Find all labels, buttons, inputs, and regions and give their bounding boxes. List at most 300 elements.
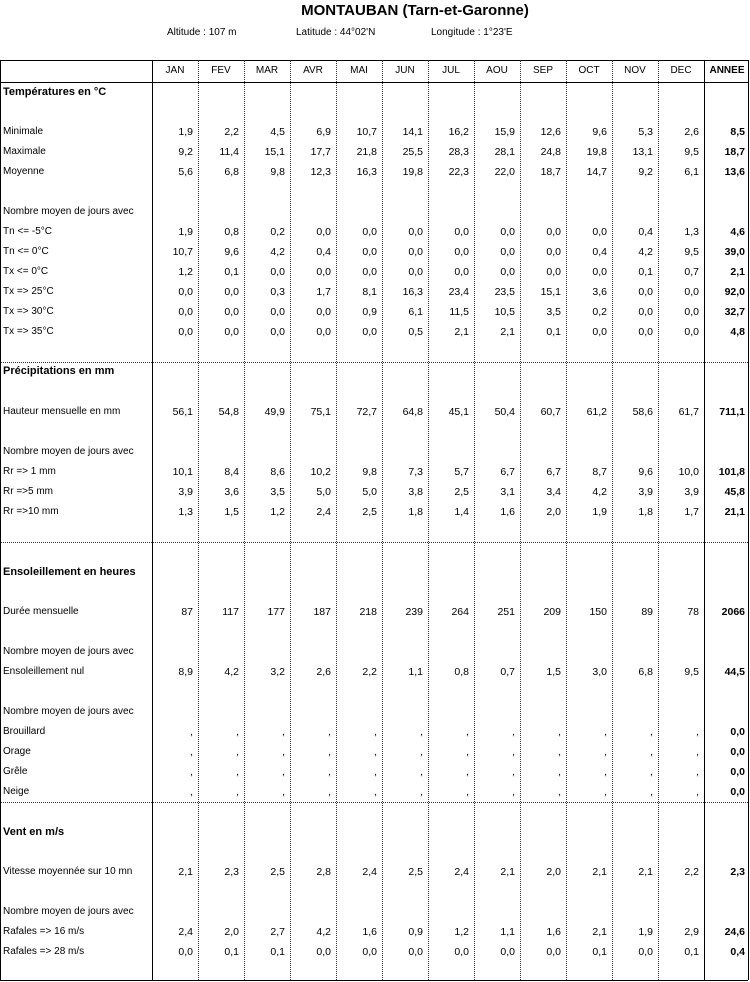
table-cell: 3,5 — [546, 306, 561, 318]
table-cell: 5,0 — [362, 486, 377, 498]
table-cell: 1,6 — [546, 926, 561, 938]
table-cell: 0,0 — [270, 326, 285, 338]
table-cell: 209 — [543, 606, 561, 618]
column-divider — [290, 60, 291, 980]
table-cell: 0,0 — [500, 946, 515, 958]
table-cell: 0,1 — [546, 326, 561, 338]
table-cell: 1,6 — [500, 506, 515, 518]
row-label: Rr => 1 mm — [3, 466, 56, 477]
table-cell: , — [466, 726, 469, 738]
table-cell: 0,0 — [546, 266, 561, 278]
table-cell: 1,2 — [178, 266, 193, 278]
table-cell: 2,6 — [684, 126, 699, 138]
longitude-label: Longitude : 1°23'E — [431, 27, 513, 38]
table-cell: 45,8 — [724, 486, 745, 498]
table-cell: 0,0 — [224, 286, 239, 298]
table-cell: 1,4 — [454, 506, 469, 518]
table-cell: 0,1 — [224, 946, 239, 958]
table-cell: 2066 — [721, 606, 745, 618]
table-cell: 0,4 — [592, 246, 607, 258]
table-cell: 9,5 — [684, 246, 699, 258]
table-cell: 2,1 — [730, 266, 745, 278]
table-cell: 50,4 — [494, 406, 515, 418]
table-cell: 0,0 — [638, 306, 653, 318]
table-cell: 54,8 — [218, 406, 239, 418]
table-cell: 3,8 — [408, 486, 423, 498]
table-cell: 1,6 — [362, 926, 377, 938]
column-header-avr: AVR — [303, 65, 323, 76]
row-label: Nombre moyen de jours avec — [3, 706, 134, 717]
table-cell: 0,4 — [730, 946, 745, 958]
table-cell: 0,0 — [730, 786, 745, 798]
table-cell: 0,0 — [454, 246, 469, 258]
table-cell: 58,6 — [632, 406, 653, 418]
table-cell: 8,6 — [270, 466, 285, 478]
table-cell: 2,2 — [224, 126, 239, 138]
table-cell: 0,5 — [408, 326, 423, 338]
table-cell: 2,5 — [362, 506, 377, 518]
section-title: Ensoleillement en heures — [3, 566, 136, 578]
table-cell: , — [558, 766, 561, 778]
column-divider — [612, 60, 613, 980]
table-cell: 9,8 — [270, 166, 285, 178]
table-cell: 2,0 — [546, 506, 561, 518]
row-label: Nombre moyen de jours avec — [3, 646, 134, 657]
column-header-dec: DEC — [670, 65, 692, 76]
table-cell: , — [604, 746, 607, 758]
table-cell: 2,7 — [270, 926, 285, 938]
table-cell: 5,7 — [454, 466, 469, 478]
table-cell: 10,7 — [172, 246, 193, 258]
table-cell: , — [420, 786, 423, 798]
table-cell: 28,1 — [494, 146, 515, 158]
table-cell: 0,0 — [592, 226, 607, 238]
table-cell: 2,1 — [592, 866, 607, 878]
table-cell: 1,7 — [316, 286, 331, 298]
table-cell: 8,1 — [362, 286, 377, 298]
table-cell: , — [190, 766, 193, 778]
table-cell: 2,5 — [270, 866, 285, 878]
column-header-jul: JUL — [442, 65, 460, 76]
table-cell: 1,1 — [408, 666, 423, 678]
table-cell: 9,6 — [224, 246, 239, 258]
row-label: Durée mensuelle — [3, 606, 79, 617]
table-cell: , — [650, 786, 653, 798]
row-label: Neige — [3, 786, 30, 797]
table-cell: 9,6 — [638, 466, 653, 478]
table-cell: 16,2 — [448, 126, 469, 138]
table-bottom-border — [0, 980, 748, 981]
table-cell: 4,2 — [592, 486, 607, 498]
row-label: Vitesse moyennée sur 10 mn — [3, 866, 133, 877]
table-cell: 2,4 — [362, 866, 377, 878]
table-cell: 2,1 — [454, 326, 469, 338]
row-label: Orage — [3, 746, 31, 757]
table-cell: 2,4 — [316, 506, 331, 518]
table-cell: 23,5 — [494, 286, 515, 298]
table-cell: 5,0 — [316, 486, 331, 498]
table-cell: 2,1 — [500, 326, 515, 338]
table-cell: 10,7 — [356, 126, 377, 138]
table-cell: , — [374, 786, 377, 798]
table-cell: 0,0 — [408, 266, 423, 278]
column-header-aou: AOU — [486, 65, 508, 76]
table-cell: 45,1 — [448, 406, 469, 418]
table-cell: 15,1 — [264, 146, 285, 158]
row-label: Tx => 35°C — [3, 326, 54, 337]
table-cell: 0,0 — [362, 946, 377, 958]
table-cell: 9,8 — [362, 466, 377, 478]
table-cell: 0,0 — [362, 326, 377, 338]
table-cell: 16,3 — [402, 286, 423, 298]
column-header-sep: SEP — [532, 65, 553, 76]
table-cell: 13,6 — [724, 166, 745, 178]
table-cell: 2,3 — [224, 866, 239, 878]
table-cell: 0,0 — [270, 306, 285, 318]
table-cell: , — [282, 746, 285, 758]
table-cell: 0,0 — [730, 726, 745, 738]
table-cell: 0,3 — [270, 286, 285, 298]
table-cell: 0,0 — [408, 946, 423, 958]
table-cell: 0,0 — [638, 326, 653, 338]
section-separator — [0, 362, 748, 363]
table-cell: 44,5 — [724, 666, 745, 678]
table-cell: 0,0 — [730, 766, 745, 778]
column-header-nov: NOV — [624, 65, 646, 76]
table-cell: , — [558, 726, 561, 738]
table-cell: , — [696, 786, 699, 798]
row-label: Tx => 30°C — [3, 306, 54, 317]
table-cell: 2,6 — [316, 666, 331, 678]
column-divider — [336, 60, 337, 980]
row-label: Tn <= 0°C — [3, 246, 49, 257]
table-cell: 0,0 — [546, 246, 561, 258]
column-divider — [658, 60, 659, 980]
table-cell: 0,0 — [684, 306, 699, 318]
table-cell: 3,6 — [592, 286, 607, 298]
table-cell: 711,1 — [719, 406, 745, 418]
table-cell: 9,5 — [684, 146, 699, 158]
table-cell: 0,0 — [362, 246, 377, 258]
table-cell: 2,3 — [730, 866, 745, 878]
table-cell: 7,3 — [408, 466, 423, 478]
table-cell: , — [466, 766, 469, 778]
column-divider — [152, 60, 153, 980]
table-cell: 2,4 — [454, 866, 469, 878]
table-cell: 32,7 — [724, 306, 745, 318]
table-cell: 0,9 — [362, 306, 377, 318]
table-cell: 1,9 — [178, 226, 193, 238]
table-cell: , — [190, 746, 193, 758]
table-cell: , — [466, 786, 469, 798]
table-cell: , — [236, 766, 239, 778]
table-cell: 0,0 — [178, 326, 193, 338]
table-cell: 1,2 — [454, 926, 469, 938]
table-cell: , — [696, 726, 699, 738]
table-cell: 8,7 — [592, 466, 607, 478]
table-cell: 6,1 — [684, 166, 699, 178]
table-cell: 0,0 — [546, 946, 561, 958]
table-cell: 3,6 — [224, 486, 239, 498]
table-cell: 0,0 — [178, 946, 193, 958]
table-cell: , — [190, 726, 193, 738]
table-cell: 6,7 — [546, 466, 561, 478]
row-label: Hauteur mensuelle en mm — [3, 406, 121, 417]
table-cell: 23,4 — [448, 286, 469, 298]
table-cell: 4,2 — [316, 926, 331, 938]
table-cell: 0,1 — [270, 946, 285, 958]
table-cell: 1,8 — [638, 506, 653, 518]
table-cell: 0,9 — [408, 926, 423, 938]
table-cell: 0,8 — [224, 226, 239, 238]
row-label: Moyenne — [3, 166, 45, 177]
table-cell: 4,2 — [270, 246, 285, 258]
table-cell: , — [236, 726, 239, 738]
table-cell: 92,0 — [724, 286, 745, 298]
table-cell: 0,0 — [362, 266, 377, 278]
table-cell: , — [420, 766, 423, 778]
table-cell: 2,4 — [178, 926, 193, 938]
table-cell: , — [512, 766, 515, 778]
column-divider — [520, 60, 521, 980]
table-cell: 22,0 — [494, 166, 515, 178]
table-cell: 9,2 — [178, 146, 193, 158]
table-cell: 0,0 — [408, 246, 423, 258]
table-cell: 0,0 — [592, 266, 607, 278]
table-cell: , — [512, 786, 515, 798]
table-cell: 2,0 — [546, 866, 561, 878]
table-cell: 2,8 — [316, 866, 331, 878]
table-cell: 1,1 — [500, 926, 515, 938]
table-cell: 187 — [313, 606, 331, 618]
table-cell: 4,2 — [224, 666, 239, 678]
table-cell: , — [604, 766, 607, 778]
table-cell: 177 — [267, 606, 285, 618]
table-cell: , — [604, 726, 607, 738]
table-cell: 9,6 — [592, 126, 607, 138]
row-label: Ensoleillement nul — [3, 666, 85, 677]
table-cell: , — [650, 746, 653, 758]
table-cell: 2,5 — [454, 486, 469, 498]
table-cell: 78 — [687, 606, 699, 618]
table-cell: , — [604, 786, 607, 798]
row-label: Rr =>5 mm — [3, 486, 54, 497]
row-label: Rr =>10 mm — [3, 506, 59, 517]
table-cell: 61,2 — [586, 406, 607, 418]
row-label: Grêle — [3, 766, 28, 777]
table-cell: 28,3 — [448, 146, 469, 158]
table-cell: 14,1 — [402, 126, 423, 138]
table-cell: 0,0 — [454, 266, 469, 278]
table-cell: , — [328, 786, 331, 798]
table-cell: , — [558, 786, 561, 798]
table-cell: 5,6 — [178, 166, 193, 178]
row-label: Tx <= 0°C — [3, 266, 49, 277]
table-cell: , — [328, 766, 331, 778]
section-separator — [0, 802, 748, 803]
table-cell: 0,0 — [638, 286, 653, 298]
table-cell: , — [696, 746, 699, 758]
table-cell: 2,1 — [638, 866, 653, 878]
table-cell: 4,2 — [638, 246, 653, 258]
table-cell: 19,8 — [402, 166, 423, 178]
row-label: Minimale — [3, 126, 44, 137]
table-cell: 0,1 — [684, 946, 699, 958]
table-cell: , — [282, 766, 285, 778]
table-cell: 1,7 — [684, 506, 699, 518]
table-cell: 0,4 — [638, 226, 653, 238]
table-cell: 0,0 — [224, 326, 239, 338]
table-cell: 0,0 — [592, 326, 607, 338]
table-cell: 117 — [222, 606, 239, 618]
row-label: Tx => 25°C — [3, 286, 54, 297]
column-header-mai: MAI — [350, 65, 368, 76]
table-cell: 218 — [359, 606, 377, 618]
table-cell: 0,0 — [684, 326, 699, 338]
table-cell: 21,8 — [356, 146, 377, 158]
table-cell: 1,3 — [178, 506, 193, 518]
table-cell: 9,2 — [638, 166, 653, 178]
table-cell: , — [512, 746, 515, 758]
row-label: Nombre moyen de jours avec — [3, 906, 134, 917]
table-cell: 16,3 — [356, 166, 377, 178]
table-cell: 0,0 — [546, 226, 561, 238]
table-cell: 0,0 — [178, 286, 193, 298]
table-cell: 3,9 — [684, 486, 699, 498]
table-cell: 0,0 — [316, 266, 331, 278]
table-cell: 6,7 — [500, 466, 515, 478]
table-cell: 10,5 — [494, 306, 515, 318]
table-cell: 8,4 — [224, 466, 239, 478]
latitude-label: Latitude : 44°02'N — [296, 27, 376, 38]
column-header-fev: FEV — [211, 65, 231, 76]
table-cell: 0,1 — [224, 266, 239, 278]
column-header-mar: MAR — [255, 65, 279, 76]
table-cell: 14,7 — [586, 166, 607, 178]
table-cell: 0,0 — [500, 266, 515, 278]
table-cell: 3,0 — [592, 666, 607, 678]
table-cell: 0,0 — [178, 306, 193, 318]
table-cell: 1,9 — [638, 926, 653, 938]
table-cell: 0,0 — [638, 946, 653, 958]
table-cell: , — [650, 766, 653, 778]
table-cell: 39,0 — [724, 246, 745, 258]
column-header-jan: JAN — [165, 65, 185, 76]
column-divider — [428, 60, 429, 980]
table-cell: 0,0 — [500, 226, 515, 238]
table-left-border — [0, 60, 1, 980]
table-cell: , — [512, 726, 515, 738]
table-cell: 2,1 — [500, 866, 515, 878]
table-cell: , — [374, 766, 377, 778]
table-cell: 25,5 — [402, 146, 423, 158]
table-cell: 0,2 — [592, 306, 607, 318]
table-cell: 4,5 — [270, 126, 285, 138]
column-divider — [198, 60, 199, 980]
table-cell: , — [374, 746, 377, 758]
table-cell: 5,3 — [638, 126, 653, 138]
column-header-jun: JUN — [395, 65, 415, 76]
table-cell: 1,5 — [546, 666, 561, 678]
table-cell: , — [420, 726, 423, 738]
table-cell: 1,8 — [408, 506, 423, 518]
table-cell: 12,3 — [310, 166, 331, 178]
table-cell: 251 — [497, 606, 515, 618]
table-cell: 0,0 — [500, 246, 515, 258]
table-cell: , — [420, 746, 423, 758]
table-cell: 11,5 — [449, 306, 469, 318]
table-cell: 0,7 — [500, 666, 515, 678]
table-cell: 0,0 — [684, 286, 699, 298]
section-separator — [0, 542, 748, 543]
column-divider — [704, 60, 705, 980]
table-cell: 2,2 — [362, 666, 377, 678]
column-divider — [474, 60, 475, 980]
table-cell: 49,9 — [264, 406, 285, 418]
table-cell: 3,9 — [638, 486, 653, 498]
table-cell: 264 — [451, 606, 469, 618]
table-cell: 2,2 — [684, 866, 699, 878]
table-cell: , — [190, 786, 193, 798]
table-cell: , — [696, 766, 699, 778]
table-cell: , — [282, 786, 285, 798]
column-header-oct: OCT — [578, 65, 600, 76]
row-label: Maximale — [3, 146, 46, 157]
section-title: Températures en °C — [3, 86, 107, 98]
table-cell: 12,6 — [540, 126, 561, 138]
table-cell: 56,1 — [172, 406, 193, 418]
section-title: Précipitations en mm — [3, 365, 115, 377]
table-cell: , — [328, 746, 331, 758]
table-cell: 8,5 — [730, 126, 745, 138]
table-cell: 0,7 — [684, 266, 699, 278]
table-cell: 0,0 — [316, 326, 331, 338]
table-cell: 61,7 — [678, 406, 699, 418]
table-cell: 3,9 — [178, 486, 193, 498]
table-cell: 1,5 — [224, 506, 239, 518]
table-cell: 0,0 — [454, 226, 469, 238]
table-cell: 0,1 — [638, 266, 653, 278]
table-cell: 17,7 — [310, 146, 331, 158]
table-cell: 1,9 — [592, 506, 607, 518]
table-cell: 0,1 — [592, 946, 607, 958]
table-cell: 18,7 — [540, 166, 561, 178]
table-cell: 0,0 — [730, 746, 745, 758]
table-cell: 3,5 — [270, 486, 285, 498]
table-cell: 4,6 — [730, 226, 745, 238]
table-cell: 2,5 — [408, 866, 423, 878]
row-label: Brouillard — [3, 726, 46, 737]
column-divider — [748, 60, 749, 980]
table-cell: 2,9 — [684, 926, 699, 938]
table-cell: 75,1 — [310, 406, 331, 418]
table-cell: 72,7 — [356, 406, 377, 418]
table-cell: 1,2 — [270, 506, 285, 518]
table-cell: 87 — [181, 606, 193, 618]
table-cell: 6,1 — [408, 306, 423, 318]
table-cell: 0,0 — [408, 226, 423, 238]
table-cell: , — [328, 726, 331, 738]
column-header-annee: ANNEE — [709, 65, 745, 76]
table-cell: 0,8 — [454, 666, 469, 678]
table-cell: 24,8 — [540, 146, 561, 158]
table-cell: , — [374, 726, 377, 738]
table-cell: 1,3 — [684, 226, 699, 238]
header-bottom-border — [0, 82, 748, 83]
table-cell: 19,8 — [586, 146, 607, 158]
table-cell: 18,7 — [724, 146, 745, 158]
table-cell: 101,8 — [718, 466, 745, 478]
